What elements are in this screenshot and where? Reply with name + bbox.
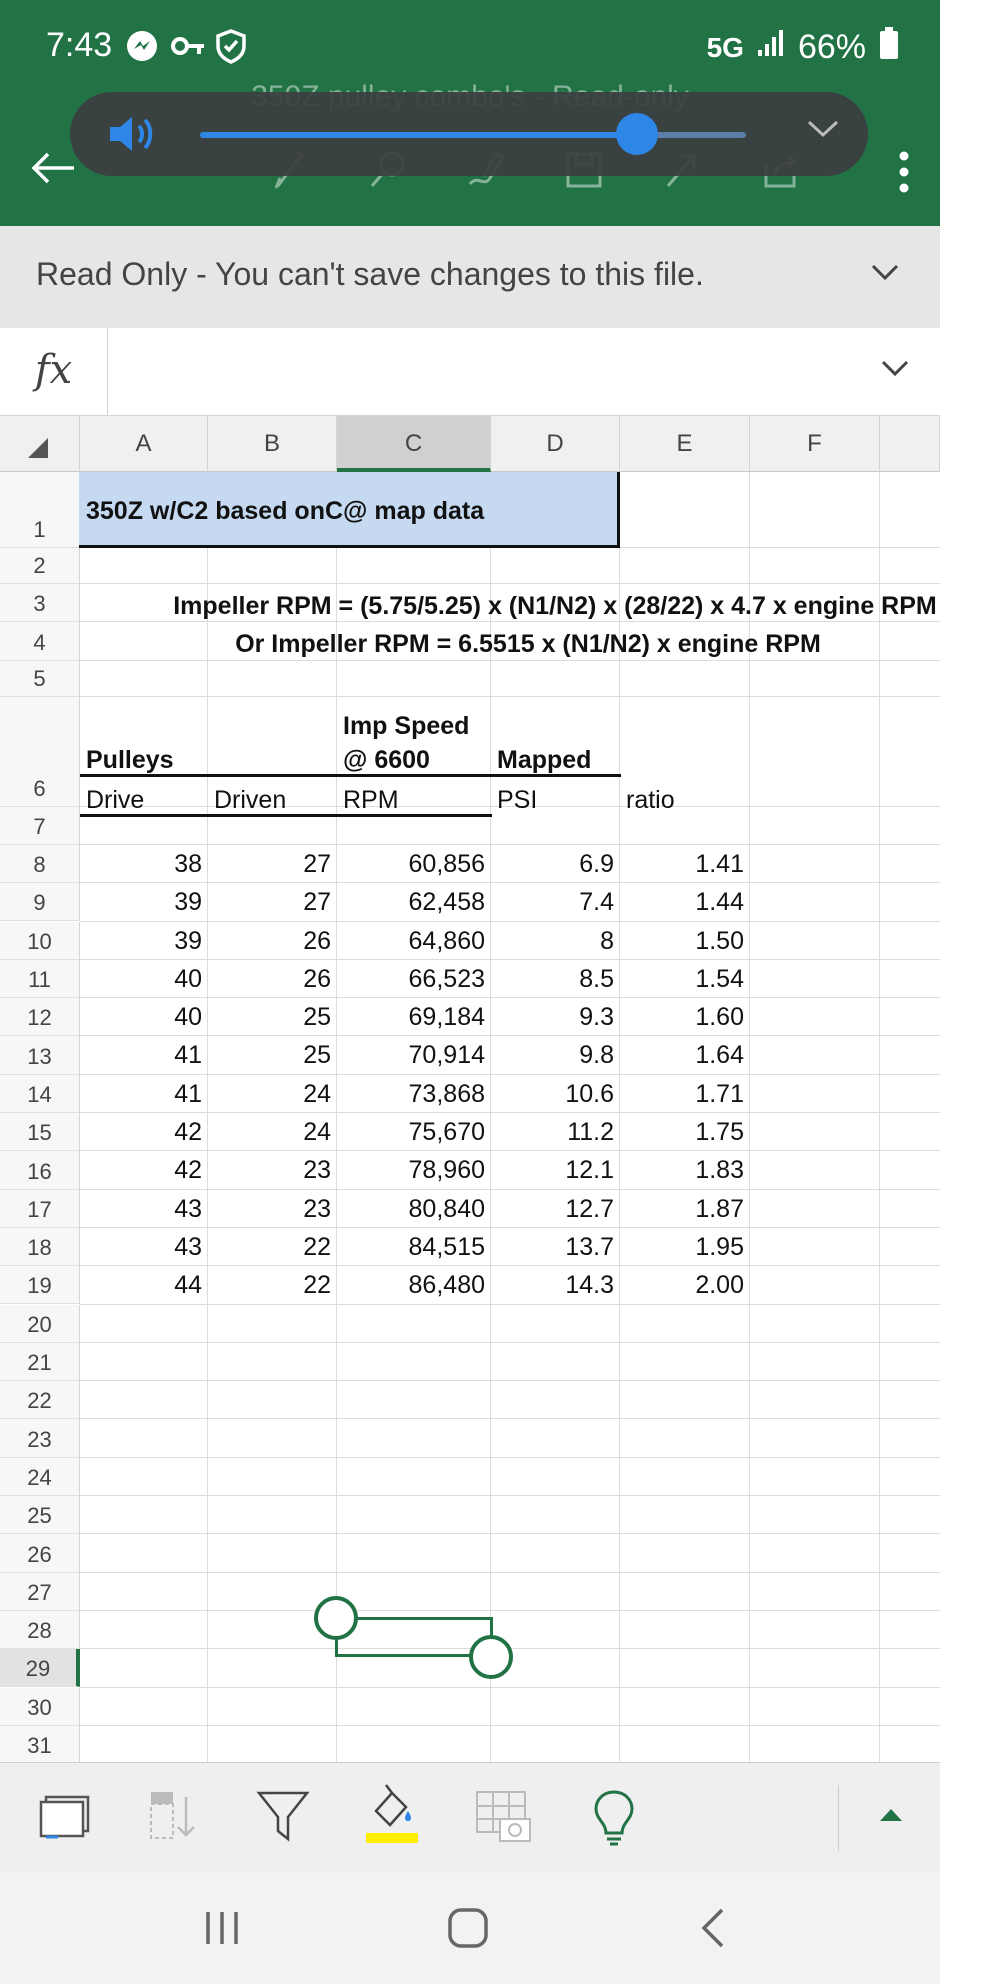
row-gridline <box>80 882 940 883</box>
row-header[interactable] <box>0 1381 80 1419</box>
spreadsheet-grid[interactable] <box>0 416 940 1762</box>
row-gridline <box>80 583 940 584</box>
row-number: 9 <box>33 890 46 916</box>
column-header[interactable]: D <box>491 416 620 472</box>
row-header[interactable] <box>0 1611 80 1649</box>
formula-line-2[interactable]: Or Impeller RPM = 6.5515 x (N1/N2) x engine RPM <box>235 630 821 658</box>
row-header[interactable] <box>0 1266 80 1304</box>
cell-rpm[interactable]: 64,860 <box>408 926 485 955</box>
header-drive[interactable]: Drive <box>86 786 145 814</box>
cell-drive[interactable]: 43 <box>174 1232 202 1261</box>
column-gridline <box>619 472 620 1762</box>
row-number: 19 <box>27 1273 52 1299</box>
row-header[interactable] <box>0 807 80 845</box>
row-gridline <box>80 997 940 998</box>
cell-ratio[interactable]: 1.87 <box>695 1194 744 1223</box>
cell-ratio[interactable]: 1.95 <box>695 1232 744 1261</box>
row-gridline <box>80 1725 940 1726</box>
row6-border <box>80 774 621 777</box>
row-number: 31 <box>27 1733 52 1759</box>
cell-drive[interactable]: 44 <box>174 1271 202 1300</box>
more-icon[interactable] <box>898 150 910 199</box>
vpn-key-icon <box>170 28 206 69</box>
insert-picture-table-icon[interactable] <box>474 1789 532 1850</box>
row-header[interactable] <box>0 472 80 548</box>
row-header[interactable] <box>0 1075 80 1113</box>
row-gridline <box>80 1457 940 1458</box>
column-header[interactable]: C <box>337 416 491 472</box>
row-gridline <box>80 1380 940 1381</box>
cell-psi[interactable]: 8.5 <box>579 964 614 993</box>
recent-apps-icon[interactable] <box>202 1906 242 1955</box>
cell-psi[interactable]: 7.4 <box>579 888 614 917</box>
row-number: 8 <box>33 852 46 878</box>
fx-icon[interactable]: fx <box>0 328 108 416</box>
cell-ratio[interactable]: 1.54 <box>695 964 744 993</box>
battery-icon <box>878 26 900 69</box>
cell-rpm[interactable]: 70,914 <box>408 1041 485 1070</box>
row-number: 14 <box>27 1081 52 1107</box>
cell-psi[interactable]: 8 <box>600 926 614 955</box>
cell-ratio[interactable]: 1.71 <box>695 1079 744 1108</box>
selection-handle-end[interactable] <box>469 1635 513 1679</box>
cell-driven[interactable]: 23 <box>303 1194 331 1223</box>
cell-psi[interactable]: 9.8 <box>579 1041 614 1070</box>
lightbulb-icon[interactable] <box>592 1789 636 1852</box>
volume-slider[interactable] <box>200 132 746 138</box>
cell-driven[interactable]: 22 <box>303 1271 331 1300</box>
row-header[interactable] <box>0 1419 80 1457</box>
row-gridline <box>80 1610 940 1611</box>
cell-ratio[interactable]: 1.75 <box>695 1118 744 1146</box>
home-icon[interactable] <box>446 1906 490 1955</box>
row-header[interactable] <box>0 1573 80 1611</box>
cell-driven[interactable]: 26 <box>303 964 331 993</box>
cell-drive[interactable]: 39 <box>174 888 202 917</box>
readonly-message: Read Only - You can't save changes to this file. <box>36 256 704 292</box>
row-header[interactable] <box>0 960 80 998</box>
cell-driven[interactable]: 25 <box>303 1041 331 1070</box>
cell-ratio[interactable]: 1.41 <box>695 849 744 878</box>
row-gridline <box>80 959 940 960</box>
row-gridline <box>80 1533 940 1534</box>
row-number: 25 <box>27 1503 52 1529</box>
cell-rpm[interactable]: 80,840 <box>408 1194 485 1223</box>
row-gridline <box>80 1572 940 1573</box>
row-number: 23 <box>27 1426 52 1452</box>
sheet-title[interactable]: 350Z w/C2 based onC@ map data <box>86 497 485 525</box>
cell-ratio[interactable]: 2.00 <box>695 1271 744 1300</box>
row-header[interactable] <box>0 883 80 921</box>
row-header[interactable] <box>0 661 80 697</box>
row-header[interactable] <box>0 1190 80 1228</box>
status-right <box>707 26 900 69</box>
chevron-down-icon[interactable] <box>806 118 840 145</box>
bottom-toolbar <box>0 1762 940 1872</box>
column-gridline <box>207 472 208 1762</box>
row-gridline <box>80 1495 940 1496</box>
cell-drive[interactable]: 40 <box>174 1003 202 1032</box>
cell-driven[interactable]: 26 <box>303 926 331 955</box>
cell-driven[interactable]: 27 <box>303 849 331 878</box>
row-number: 6 <box>33 775 46 801</box>
row-number: 20 <box>27 1311 52 1337</box>
row-header[interactable] <box>0 1151 80 1189</box>
row-header[interactable] <box>0 998 80 1036</box>
cell-rpm[interactable]: 60,856 <box>408 849 485 878</box>
volume-panel <box>70 92 868 176</box>
header-ratio[interactable]: ratio <box>626 786 675 814</box>
row-gridline <box>80 1265 940 1266</box>
cell-rpm[interactable]: 66,523 <box>408 964 485 993</box>
column-gridline <box>336 472 337 1762</box>
status-time: 7:43 <box>46 26 113 64</box>
cell-rpm[interactable]: 86,480 <box>408 1271 485 1300</box>
expand-up-icon[interactable] <box>878 1803 904 1830</box>
volume-thumb[interactable] <box>616 113 658 155</box>
column-gridline <box>879 472 880 1762</box>
row-gridline <box>80 844 940 845</box>
cell-psi[interactable]: 10.6 <box>565 1079 614 1108</box>
cell-driven[interactable]: 23 <box>303 1156 331 1185</box>
row-number: 22 <box>27 1388 52 1414</box>
select-all-corner[interactable] <box>0 416 80 472</box>
cell-rpm[interactable]: 73,868 <box>408 1079 485 1108</box>
row-number: 24 <box>27 1464 52 1490</box>
row-number: 28 <box>27 1618 52 1644</box>
cell-rpm[interactable]: 78,960 <box>408 1156 485 1185</box>
row-gridline <box>80 1687 940 1688</box>
column-header[interactable]: B <box>208 416 337 472</box>
row-gridline <box>80 1150 940 1151</box>
sort-icon[interactable] <box>146 1789 200 1848</box>
row-gridline <box>80 1342 940 1343</box>
row-number: 18 <box>27 1235 52 1261</box>
row-number: 2 <box>33 553 46 578</box>
row-number: 21 <box>27 1350 52 1376</box>
row-number: 11 <box>28 967 51 993</box>
cell-ratio[interactable]: 1.44 <box>695 888 744 917</box>
cell-ratio[interactable]: 1.83 <box>695 1156 744 1185</box>
cell-psi[interactable]: 12.1 <box>565 1156 614 1185</box>
cell-drive[interactable]: 40 <box>174 964 202 993</box>
header-pulleys[interactable]: Pulleys <box>86 746 174 774</box>
header-imp-speed[interactable]: Imp Speed <box>343 712 470 740</box>
cell-psi[interactable]: 14.3 <box>565 1271 614 1300</box>
row-header[interactable] <box>0 697 80 807</box>
column-gridline <box>490 472 491 1762</box>
row-number: 12 <box>27 1005 52 1031</box>
row-number: 30 <box>27 1694 52 1720</box>
row-header[interactable] <box>0 922 80 960</box>
row-header[interactable] <box>0 584 80 622</box>
row-number: 4 <box>33 629 46 655</box>
row-gridline <box>80 660 940 661</box>
messenger-icon <box>124 28 160 69</box>
column-header[interactable]: A <box>80 416 208 472</box>
row-number: 29 <box>25 1656 51 1682</box>
header-psi[interactable]: PSI <box>497 786 538 814</box>
cell-driven[interactable]: 22 <box>303 1232 331 1261</box>
network-type: 5G <box>706 31 744 63</box>
row-number: 1 <box>33 517 46 542</box>
row-gridline <box>80 1074 940 1075</box>
row-gridline <box>80 696 940 697</box>
cell-driven[interactable]: 27 <box>303 888 331 917</box>
cell-driven[interactable]: 24 <box>303 1079 331 1108</box>
back-icon[interactable] <box>698 1906 728 1955</box>
cell-rpm[interactable]: 75,670 <box>408 1118 485 1146</box>
cell-ratio[interactable]: 1.50 <box>695 926 744 955</box>
row-header[interactable] <box>0 1649 80 1687</box>
selection-handle-start[interactable] <box>314 1596 358 1640</box>
system-navigation-bar <box>0 1872 940 1984</box>
row-number: 17 <box>27 1196 52 1222</box>
cell-psi[interactable]: 9.3 <box>579 1003 614 1032</box>
header-rpm[interactable]: RPM <box>343 786 399 814</box>
header-driven[interactable]: Driven <box>214 786 287 814</box>
formula-bar[interactable] <box>0 328 940 416</box>
row-header[interactable] <box>0 1113 80 1151</box>
cell-psi[interactable]: 12.7 <box>565 1194 614 1223</box>
row-number: 3 <box>33 591 46 617</box>
cell-drive[interactable]: 42 <box>174 1156 202 1185</box>
cell-rpm[interactable]: 84,515 <box>408 1232 485 1261</box>
cell-drive[interactable]: 38 <box>174 849 202 878</box>
speaker-icon[interactable] <box>106 112 158 161</box>
row-header[interactable] <box>0 1496 80 1534</box>
column-header[interactable]: E <box>620 416 750 472</box>
cell-drive[interactable]: 43 <box>174 1194 202 1223</box>
cell-ratio[interactable]: 1.64 <box>695 1041 744 1070</box>
row7-border <box>80 814 492 817</box>
column-gridline <box>749 472 750 1762</box>
row-number: 16 <box>27 1158 52 1184</box>
cell-drive[interactable]: 39 <box>174 926 202 955</box>
row-header[interactable] <box>0 548 80 584</box>
shield-icon <box>214 28 248 69</box>
row-header[interactable] <box>0 1458 80 1496</box>
row-header[interactable] <box>0 1726 80 1764</box>
cell-psi[interactable]: 6.9 <box>579 849 614 878</box>
row-number: 27 <box>27 1579 52 1605</box>
row-number: 26 <box>27 1541 52 1567</box>
volume-fill <box>200 132 637 138</box>
row-header[interactable] <box>0 1228 80 1266</box>
row-gridline <box>80 1189 940 1190</box>
cell-rpm[interactable]: 69,184 <box>408 1003 485 1032</box>
row-number: 15 <box>27 1120 52 1146</box>
column-header-partial[interactable] <box>880 416 940 472</box>
cell-psi[interactable]: 13.7 <box>565 1232 614 1261</box>
chevron-down-icon[interactable] <box>870 262 900 287</box>
row-header[interactable] <box>0 845 80 883</box>
row-header[interactable] <box>0 1343 80 1381</box>
row-gridline <box>80 1112 940 1113</box>
row-header[interactable] <box>0 1534 80 1572</box>
row-header[interactable] <box>0 1688 80 1726</box>
freeze-panes-icon[interactable] <box>38 1789 92 1848</box>
row-gridline <box>80 621 940 622</box>
row-number: 10 <box>27 928 52 954</box>
cell-rpm[interactable]: 62,458 <box>408 888 485 917</box>
row-header[interactable] <box>0 1305 80 1343</box>
cell-drive[interactable]: 41 <box>174 1041 202 1070</box>
cell-drive[interactable]: 42 <box>174 1118 202 1146</box>
header-at-6600[interactable]: @ 6600 <box>343 746 430 774</box>
fill-color-icon[interactable] <box>364 1781 420 1850</box>
column-header[interactable]: F <box>750 416 880 472</box>
back-arrow-icon[interactable] <box>30 148 76 193</box>
title-bar <box>0 0 940 226</box>
battery-level: 66% <box>797 28 866 66</box>
row-gridline <box>80 1035 940 1036</box>
row-header[interactable] <box>0 622 80 660</box>
row-number: 7 <box>33 813 46 839</box>
row-header[interactable] <box>0 1036 80 1074</box>
cell-driven[interactable]: 25 <box>303 1003 331 1032</box>
signal-icon <box>756 28 786 67</box>
toolbar-divider <box>838 1785 839 1851</box>
cell-drive[interactable]: 41 <box>174 1079 202 1108</box>
readonly-banner <box>0 226 940 328</box>
cell-driven[interactable]: 24 <box>303 1118 331 1146</box>
cell-psi[interactable]: 11.2 <box>567 1118 614 1146</box>
row-gridline <box>80 921 940 922</box>
filter-icon[interactable] <box>256 1789 310 1848</box>
header-mapped[interactable]: Mapped <box>497 746 592 774</box>
row-gridline <box>80 1418 940 1419</box>
row-number: 5 <box>33 665 46 691</box>
formula-line-1[interactable]: Impeller RPM = (5.75/5.25) x (N1/N2) x (28/22) x 4.7 x engine RPM <box>173 592 937 620</box>
cell-ratio[interactable]: 1.60 <box>695 1003 744 1032</box>
row-gridline <box>80 1227 940 1228</box>
chevron-down-icon[interactable] <box>880 358 910 383</box>
row-gridline <box>80 1304 940 1305</box>
row-number: 13 <box>27 1043 52 1069</box>
